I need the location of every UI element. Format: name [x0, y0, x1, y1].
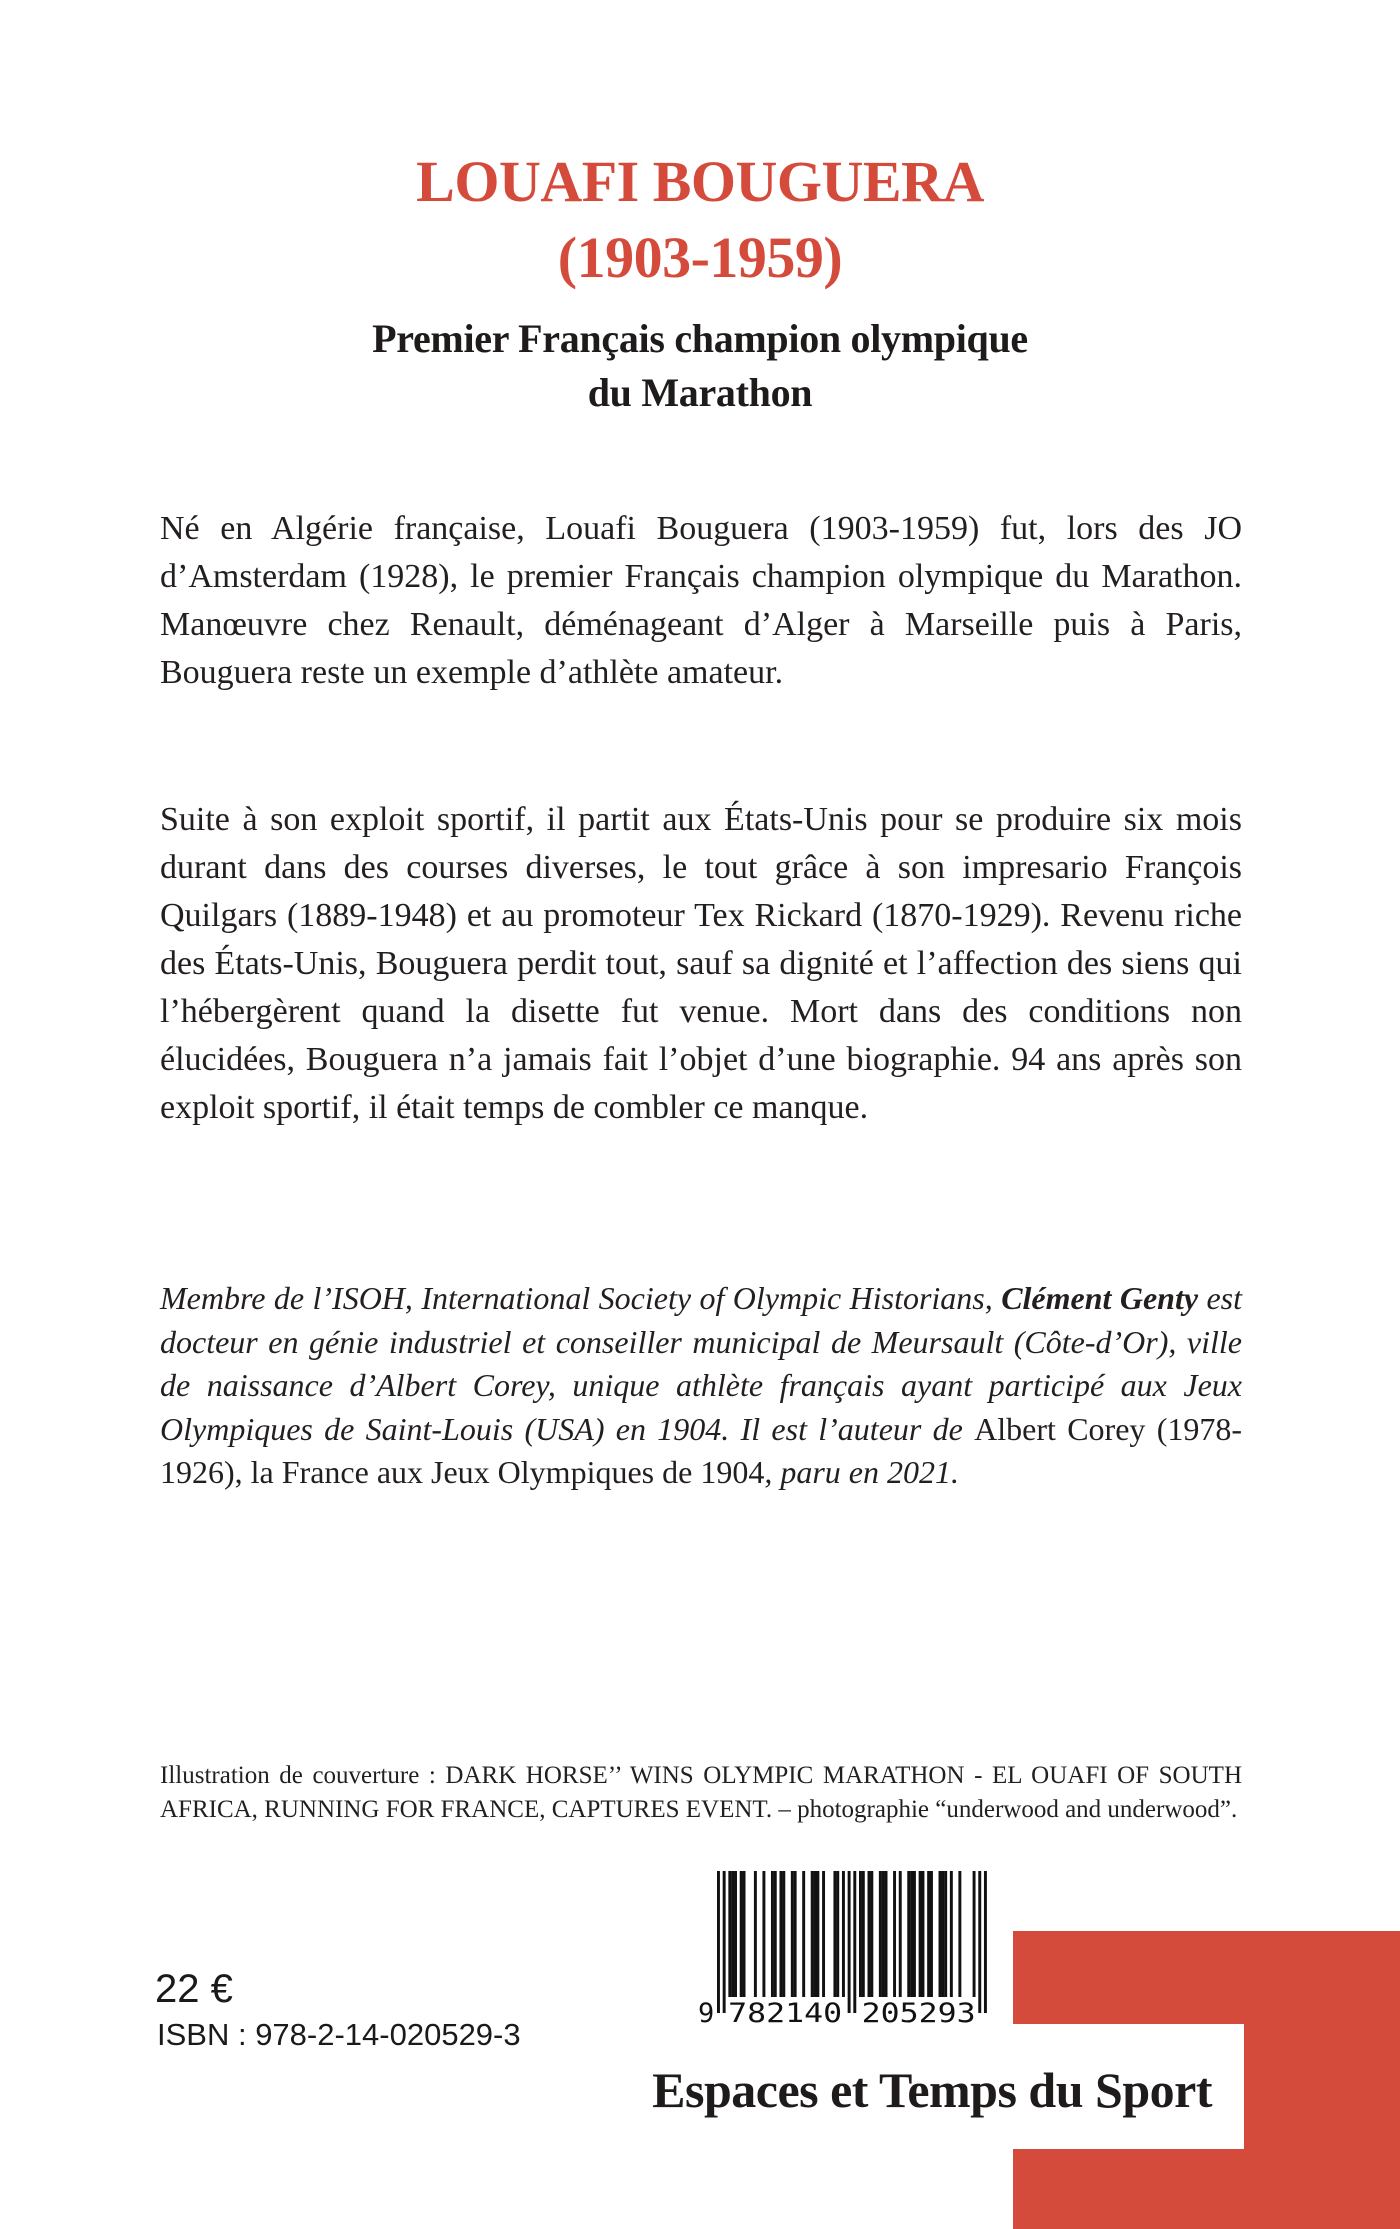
- author-bio-middle: est docteur en génie industriel et conseiller municipal de Meursault (Côte-d’Or), ville de naissance d’Albert Corey, unique athlète français ayant participé aux Jeux Olympiques de Saint-Louis (USA) en 1904. Il est l’auteur de: [160, 1280, 1243, 1447]
- subtitle-line-1: Premier Français champion olympique: [372, 316, 1028, 361]
- author-name: Clément Genty: [1001, 1280, 1199, 1316]
- previous-book-title: Albert Corey (1978-1926), la France aux Jeux Olympiques de 1904: [160, 1410, 1243, 1491]
- decorative-red-block-right: [1244, 2024, 1400, 2149]
- svg-text:782140: 782140: [728, 1998, 843, 2029]
- price: 22 €: [155, 1967, 233, 2011]
- author-bio-intro: Membre de l’ISOH, International Society of Olympic Historians,: [160, 1280, 1002, 1316]
- book-title: LOUAFI BOUGUERA: [416, 149, 984, 214]
- summary-paragraph-2: Suite à son exploit sportif, il partit aux États-Unis pour se produire six mois durant dans des courses diverses, le tout grâce à son impresario François Quilgars (1889-1948) et au promoteur Tex Rickard (1870-1929). Revenu riche des États-Unis, Bouguera perdit tout, sauf sa dignité et l’affection des siens qui l’hébergèrent quand la disette fut venue. Mort dans des conditions non élucidées, Bouguera n’a jamais fait l’objet d’une biographie. 94 ans après son exploit sportif, il était temps de combler ce manque.: [160, 801, 1242, 1126]
- isbn-number: ISBN : 978-2-14-020529-3: [157, 2017, 521, 2052]
- decorative-red-block-top: [1013, 1931, 1400, 2024]
- svg-text:9: 9: [698, 1998, 715, 2029]
- decorative-red-block-bottom: [1013, 2149, 1400, 2229]
- summary-paragraph-1: Né en Algérie française, Louafi Bouguera (1903-1959) fut, lors des JO d’Amsterdam (1928), le premier Français champion olympique du Marathon. Manœuvre chez Renault, déménageant d’Alger à Marseille puis à Paris, Bouguera reste un exemple d’athlète amateur.: [160, 510, 1242, 691]
- book-title-block: [200, 144, 1200, 296]
- cover-illustration-credit: Illustration de couverture : DARK HORSE’’ WINS OLYMPIC MARATHON - EL OUAFI OF SOUTH AFRICA, RUNNING FOR FRANCE, CAPTURES EVENT. – photographie “underwood and underwood”.: [160, 1762, 1242, 1823]
- subtitle-line-2: du Marathon: [587, 370, 813, 415]
- isbn-barcode: [690, 1871, 995, 2031]
- author-bio: [160, 1277, 1242, 1495]
- book-subtitle: [200, 312, 1200, 420]
- author-bio-end: , paru en 2021.: [764, 1454, 959, 1491]
- book-dates: (1903-1959): [557, 225, 843, 290]
- barcode-icon: [690, 1871, 995, 2031]
- svg-text:205293: 205293: [861, 1998, 976, 2029]
- series-title: Espaces et Temps du Sport: [652, 2062, 1212, 2118]
